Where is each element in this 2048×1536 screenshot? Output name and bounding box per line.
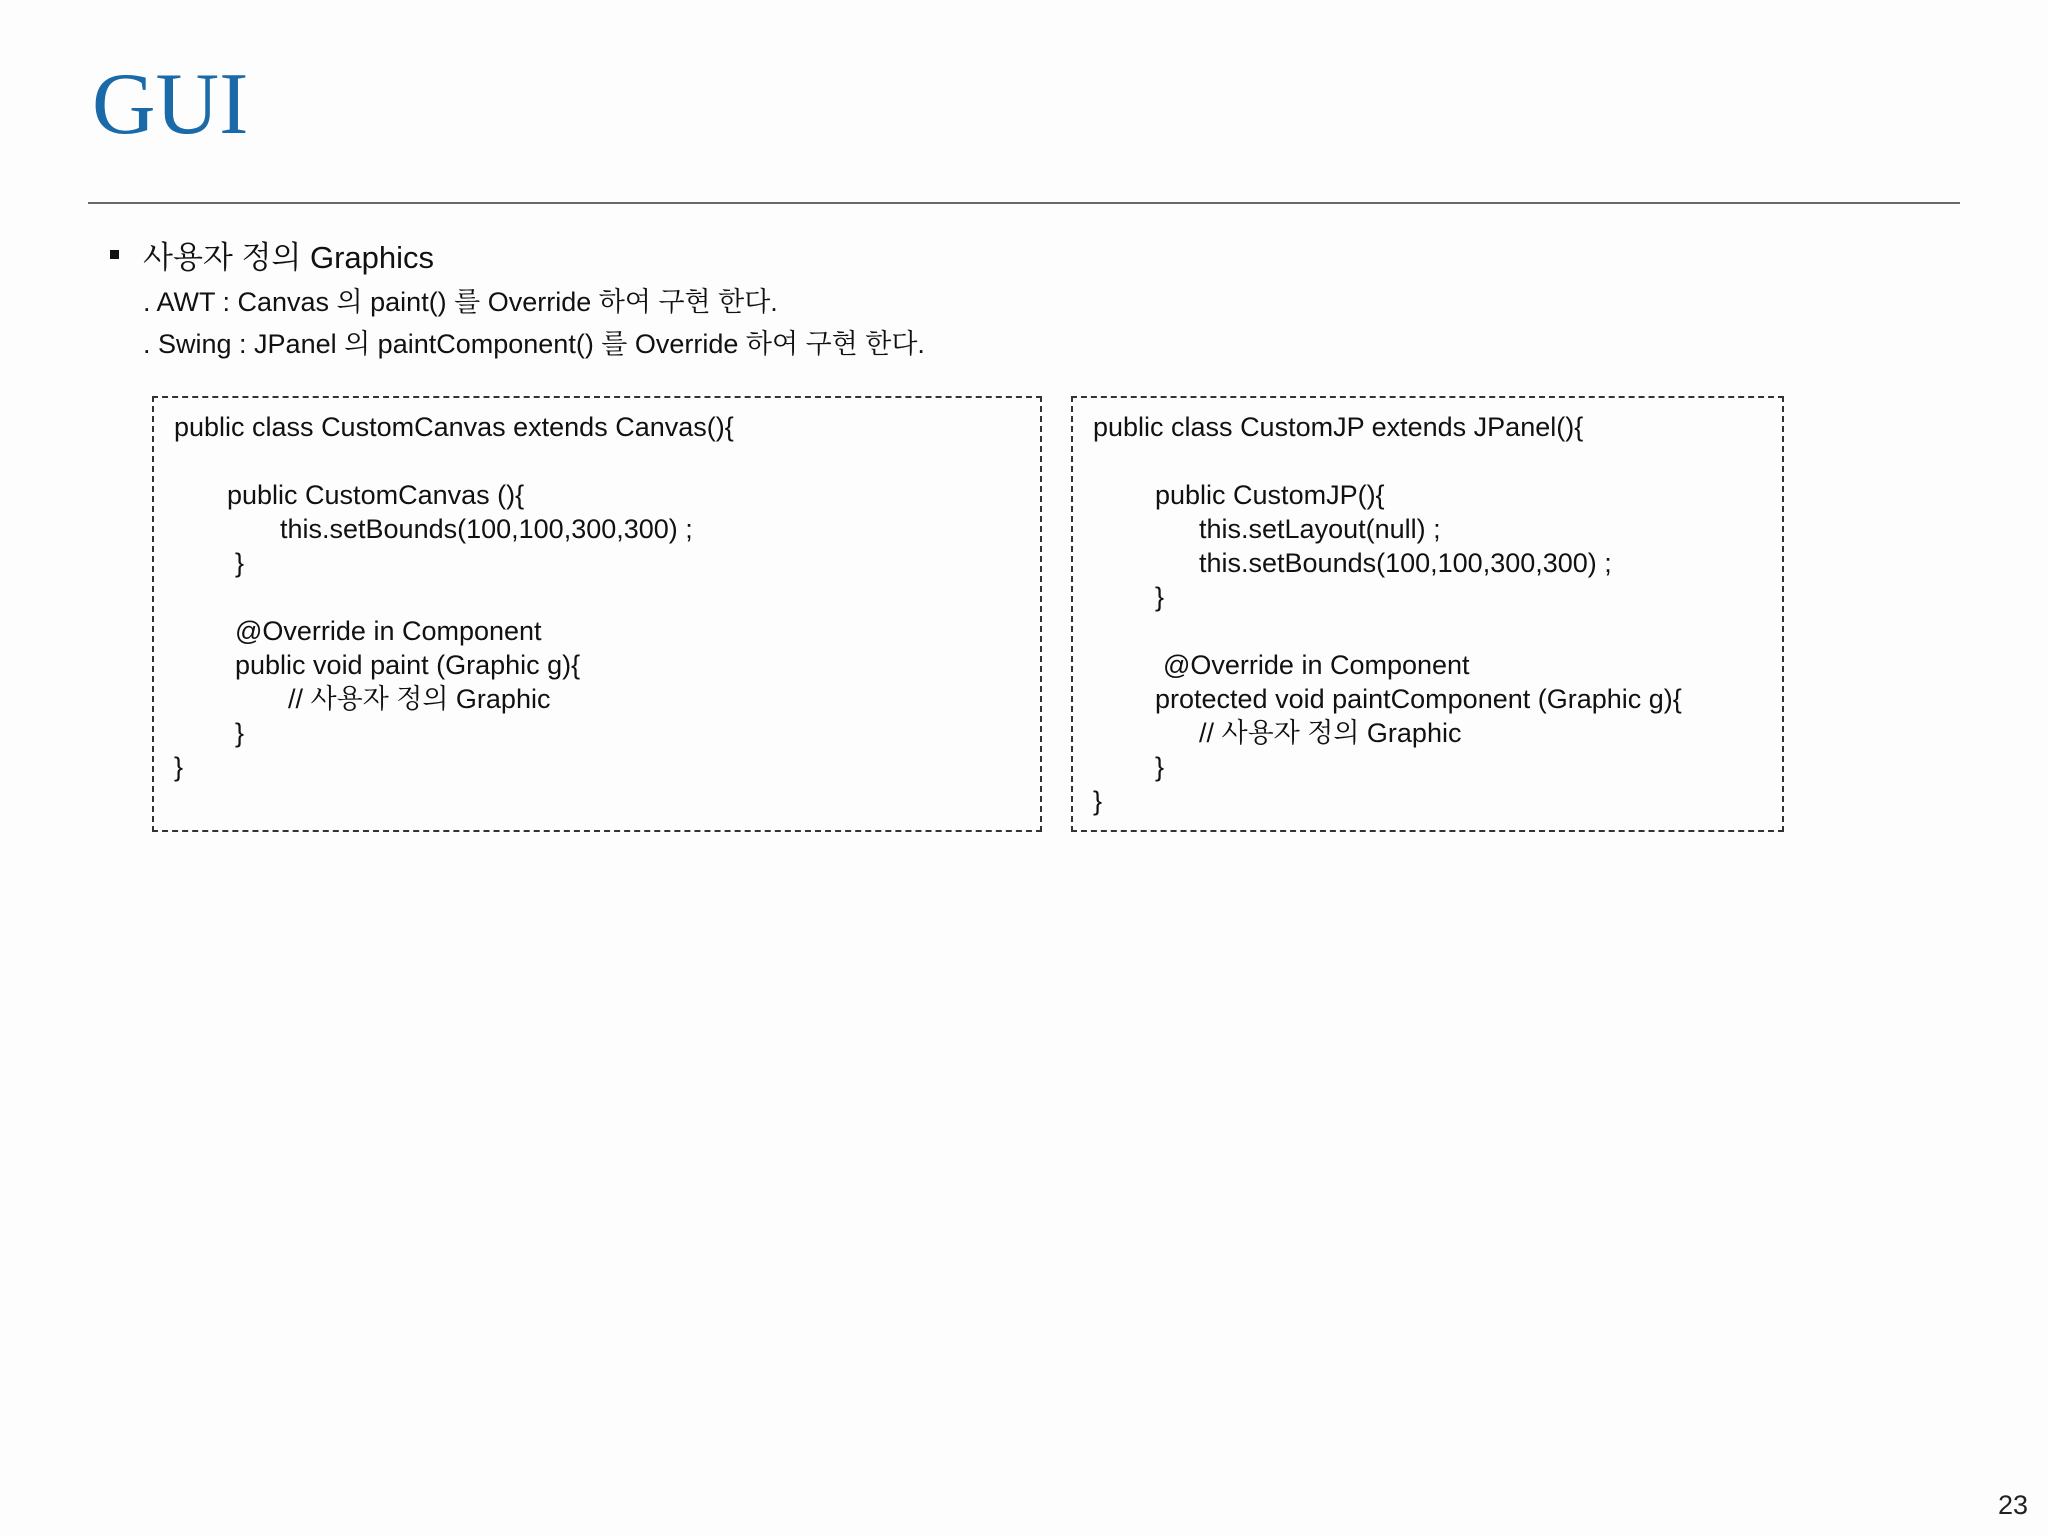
code-line: public class CustomJP extends JPanel(){ [1093, 412, 1584, 442]
square-bullet-icon [110, 250, 119, 259]
code-line: } [235, 718, 245, 748]
slide-title: GUI [92, 56, 249, 153]
swing-description: . Swing : JPanel 의 paintComponent() 를 Override 하여 구현 한다. [143, 329, 925, 359]
bullet-heading-text: 사용자 정의 Graphics [143, 239, 435, 275]
code-line: } [235, 548, 245, 578]
title-divider [88, 202, 1960, 204]
code-line: this.setLayout(null) ; [1199, 514, 1441, 544]
code-line: this.setBounds(100,100,300,300) ; [280, 514, 693, 544]
code-line: } [1093, 786, 1103, 816]
code-line: @Override in Component [235, 616, 542, 646]
code-line: this.setBounds(100,100,300,300) ; [1199, 548, 1612, 578]
code-line: // 사용자 정의 Graphic [288, 684, 551, 714]
page-number: 23 [1997, 1490, 2028, 1520]
code-line: protected void paintComponent (Graphic g){ [1155, 684, 1682, 714]
code-line: } [174, 752, 184, 782]
code-line: @Override in Component [1163, 650, 1470, 680]
code-line: public CustomCanvas (){ [227, 480, 525, 510]
code-line: } [1155, 582, 1165, 612]
code-line: public void paint (Graphic g){ [235, 650, 581, 680]
awt-description: . AWT : Canvas 의 paint() 를 Override 하여 구현 한다. [143, 287, 778, 317]
code-line: } [1155, 752, 1165, 782]
code-line: // 사용자 정의 Graphic [1199, 718, 1462, 748]
code-box-custom-jpanel [1071, 396, 1784, 832]
code-box-custom-canvas [152, 396, 1042, 832]
code-line: public class CustomCanvas extends Canvas(){ [174, 412, 734, 442]
code-line: public CustomJP(){ [1155, 480, 1385, 510]
bullet-heading [110, 234, 434, 274]
